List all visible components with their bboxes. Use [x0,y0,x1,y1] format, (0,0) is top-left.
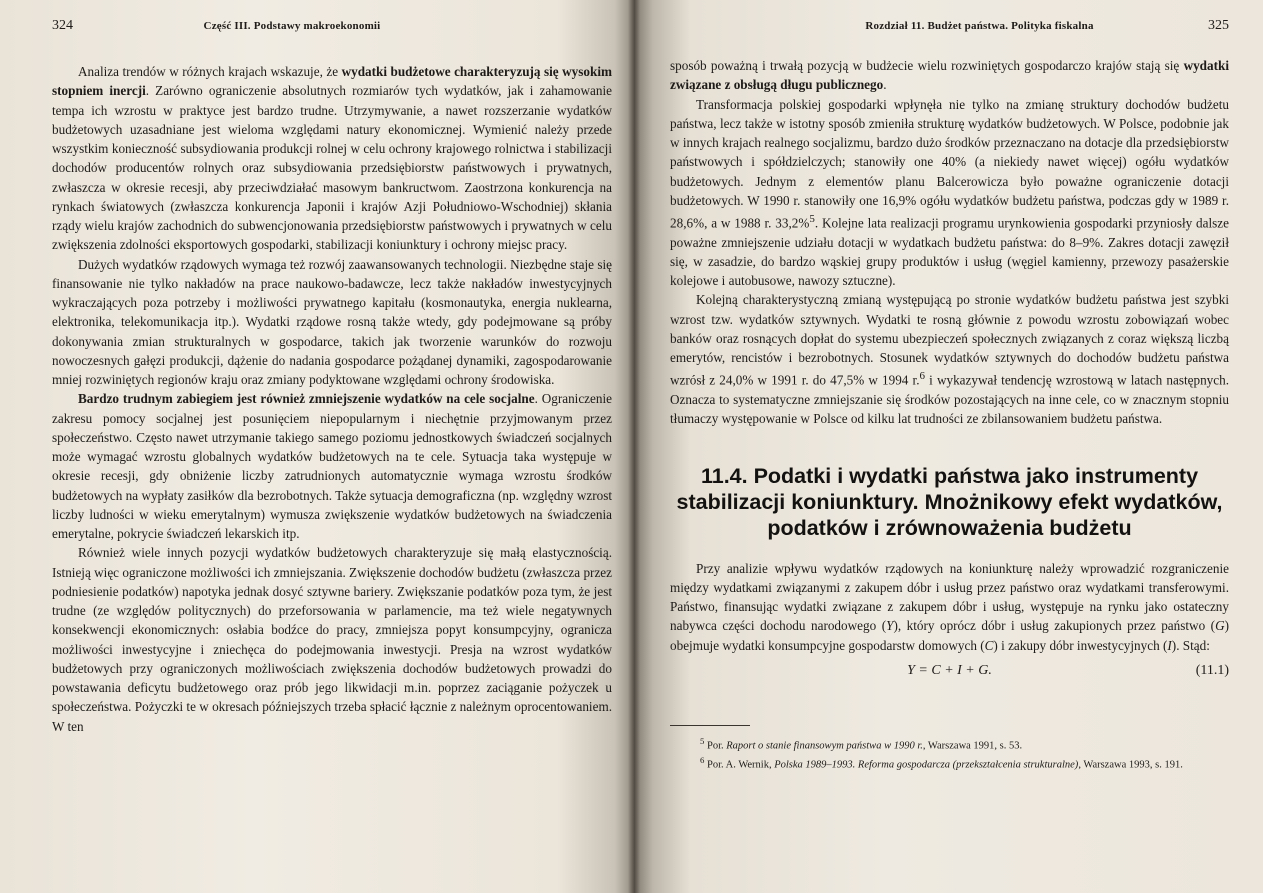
paragraph [670,290,1229,428]
right-page [634,0,1263,893]
text-run: ) i zakupy dóbr inwestycyjnych ( [993,637,1168,653]
text-run: ), który oprócz dóbr i usług zakupionych przez państwo ( [893,618,1216,634]
paragraph [670,95,1229,291]
paragraph [52,255,612,390]
footnote-mark: 6 [919,370,925,383]
paragraph [52,389,612,543]
text-run: ). Stąd: [1171,637,1210,653]
text-run: . [883,77,887,93]
text-run: , Warszawa 1991, s. 53. [922,740,1023,752]
italic-phrase: C [984,637,994,653]
right-body-text-top [670,56,1229,429]
bold-phrase: wydatki budżetowe charakteryzują się wysokim stopniem inercji [52,64,612,99]
right-page-number: 325 [1208,18,1229,33]
footnote-list [670,734,1229,773]
text-run: Transformacja polskiej gospodarki wpłynęła nie tylko na zmianę struktury dochodów budżetu państwa, lecz także w istotny sposób zmieniła strukturę wydatków budżetowych. W Polsce, podobnie jak w innych krajach realnego socjalizmu, bardzo dużo środków przeznaczano na dotacje dla przedsiębiorstw państwowych i spółdzielczych; stanowiły one 40% (a niekiedy nawet więcej) ogółu wydatków budżetowych. Jednym z elementów planu Balcerowicza było poważne ograniczenie dotacji budżetowych. W 1990 r. stanowiły one 16,9% ogółu wydatków budżetu państwa, podczas gdy w 1989 r. 28,6%, a w 1988 r. 33,2% [670,96,1229,231]
italic-phrase: Polska 1989–1993. Reforma gospodarcza (przekształcenia strukturalne) [774,759,1079,771]
text-run: Analiza trendów w różnych krajach wskazuje, że [78,64,342,79]
right-running-head [670,6,1229,40]
section-heading: 11.4. Podatki i wydatki państwa jako instrumenty stabilizacji koniunktury. Mnożnikowy efekt wydatków, podatków i zrównoważenia budżetu [676,463,1223,540]
footnote [670,734,1229,754]
text-run: i wykazywał tendencję wzrostową w latach następnych. Oznacza to systematyczne zmniejszanie się środków pozostających na inne cele, co w znacznym stopniu tłumaczy występowanie w Polsce od kilku lat trudności ze zbilansowaniem budżetu państwa. [670,372,1230,427]
footnote [670,753,1229,773]
paragraph [52,543,612,736]
left-running-title: Część III. Podstawy makroekonomii [203,20,381,32]
footnotes [670,725,1229,773]
bold-phrase: Bardzo trudnym zabiegiem jest również zmniejszenie wydatków na cele socjalne [78,391,535,407]
italic-phrase: Y [886,618,894,634]
right-body-text-bottom [670,559,1229,655]
text-run: Kolejną charakterystyczną zmianą występującą po stronie wydatków budżetu państwa jest szybki wzrost tzw. wydatków sztywnych. Wydatki te rosną głównie z powodu wzrostu zobowiązań wobec banków oraz rosnących dopłat do systemu ubezpieczeń społecznych związanych z coraz większą liczbą emerytów, rencistów i bezrobotnych. Stosunek wydatków sztywnych do dochodów budżetu państwa wzrósł z 24,0% w 1991 r. do 47,5% w 1994 r. [670,292,1229,388]
text-run: . Ograniczenie zakresu pomocy socjalnej jest posunięciem niepopularnym i niechętnie przyjmowanym przez społeczeństwo. Często nawet utrzymanie takiego samego poziomu jednostkowych świadczeń socjalnych może wymagać wzrostu globalnych wydatków budżetowych na te cele. Sytuacja taka występuje w okresie recesji, gdy obniżenie liczby zatrudnionych automatycznie wymaga wzrostu środków budżetowych na wypłaty zasiłków dla bezrobotnych. Także sytuacja demograficzna (np. względny wzrost liczby ludności w wieku emerytalnym) wymusza zwiększenie wydatków budżetowych na świadczenia emerytalne, pokrycie świadczeń lekarskich itp. [52,391,612,541]
left-body-text [52,62,612,736]
footnote-rule [670,725,750,726]
paragraph [670,56,1229,95]
left-running-head [52,6,612,40]
italic-phrase: Raport o stanie finansowym państwa w 1990 r. [726,740,923,752]
paragraph [52,62,612,255]
equation-expression: Y = C + I + G. [907,662,992,678]
paragraph [670,559,1229,655]
right-running-title: Rozdział 11. Budżet państwa. Polityka fiskalna [865,20,1094,32]
text-run: Por. [704,740,727,752]
text-run: Również wiele innych pozycji wydatków budżetowych charakteryzuje się małą elastycznością. Istnieją więc ograniczone możliwości ich zmniejszania. Zwiększenie dochodów budżetu (zwłaszcza przez podniesienie podatków) napotyka jednak dosyć sztywne bariery. Zwiększanie podatków poza tym, że jest trudne (ze względów politycznych) do przeforsowania w parlamencie, ma też wiele negatywnych konsekwencji ekonomicznych: osłabia bodźce do pracy, zmniejsza popyt konsumpcyjny, ogranicza możliwości inwestycyjne i zniechęca do podejmowania inwestycji. Presja na wzrost wydatków budżetowych przy ograniczonych możliwościach zwiększenia dochodów budżetowych prowadzi do powstawania deficytu budżetowego oraz prób jego likwidacji m.in. poprzez zaciąganie pożyczek u społeczeństwa. Pożyczki te w okresach późniejszych trzeba spłacić łącznie z należnym oprocentowaniem. W ten [52,545,612,734]
text-run: , Warszawa 1993, s. 191. [1078,759,1183,771]
text-run: ) obejmuje wydatki konsumpcyjne gospodarstw domowych ( [670,618,1229,653]
bold-phrase: wydatki związane z obsługą długu publicznego [670,58,1229,93]
text-run: Dużych wydatków rządowych wymaga też rozwój zaawansowanych technologii. Niezbędne staje się finansowanie nie tylko nakładów na prace naukowo-badawcze, lecz także nakładów inwestycyjnych wykraczających poza potrzeby i możliwości prywatnego kapitału (kosmonautyka, energia nuklearna, elektronika, telekomunikacja itp.). Wydatki rządowe rosną także wtedy, gdy podejmowane są próby dokonywania zmian strukturalnych w gospodarce, takich jak tworzenie warunków do rozwoju nowoczesnych gałęzi produkcji, dążenie do nadania gospodarce pożądanej dynamiki, zagospodarowanie mniej rozwiniętych regionów kraju oraz zmiany podyktowane względami ochrony środowiska. [52,256,612,387]
text-run: Por. A. Wernik, [704,759,775,771]
text-run: Przy analizie wpływu wydatków rządowych na koniunkturę należy wprowadzić rozgraniczenie między wydatkami związanymi z zakupem dóbr i usług przez państwo oraz wydatkami transferowymi. Państwo, finansując wydatki związane z zakupem dóbr i usług, występuje na rynku jako ostateczny nabywca części dochodu narodowego ( [670,560,1229,634]
left-page-number: 324 [52,18,73,33]
text-run: sposób poważną i trwałą pozycją w budżecie wielu rozwiniętych gospodarczo krajów stają się [670,58,1184,73]
italic-phrase: I [1167,637,1172,653]
footnote-mark: 6 [700,755,705,766]
italic-phrase: G [1215,618,1225,634]
equation-number: (11.1) [1195,662,1229,678]
footnote-mark: 5 [809,213,815,225]
text-run: . Zarówno ograniczenie absolutnych rozmiarów tych wydatków, jak i zahamowanie tempa ich wzrostu w praktyce jest bardzo trudne. Utrzymywanie, a nawet rozszerzanie wydatków budżetowych uzasadniane jest wieloma względami natury ekonomicznej. Wymienić należy przede wszystkim konieczność subsydiowania produkcji rolnej w celu ochrony krajowego rolnictwa i stabilizacji dochodów producentów rolnych oraz subsydiowania przedsiębiorstw państwowych i prywatnych, zwłaszcza w okresie recesji, aby przeciwdziałać masowym bankructwom. Zaostrzona konkurencja na rynkach światowych (zwłaszcza konkurencja Japonii i krajów Azji Południowo-Wschodniej) skłania rządy wielu krajów zachodnich do subwencjonowania przedsiębiorstw państwowych i prywatnych w celu zwiększenia zdolności eksportowych gospodarki, stabilizacji koniunktury i ochrony miejsc pracy. [52,83,612,253]
text-run: . Kolejne lata realizacji programu urynkowienia gospodarki przyniosły dalsze poważne zmniejszenie udziału dotacji w wydatkach budżetu państwa: do 8–9%. Zakres dotacji zawęził się, w zasadzie, do bardzo wąskiej grupy produktów i usług (węgiel kamienny, przewozy pasażerskie kolejowe i autobusowe, nawozy sztuczne). [670,215,1229,289]
equation-11-1 [670,659,1229,689]
footnote-mark: 5 [700,735,705,746]
